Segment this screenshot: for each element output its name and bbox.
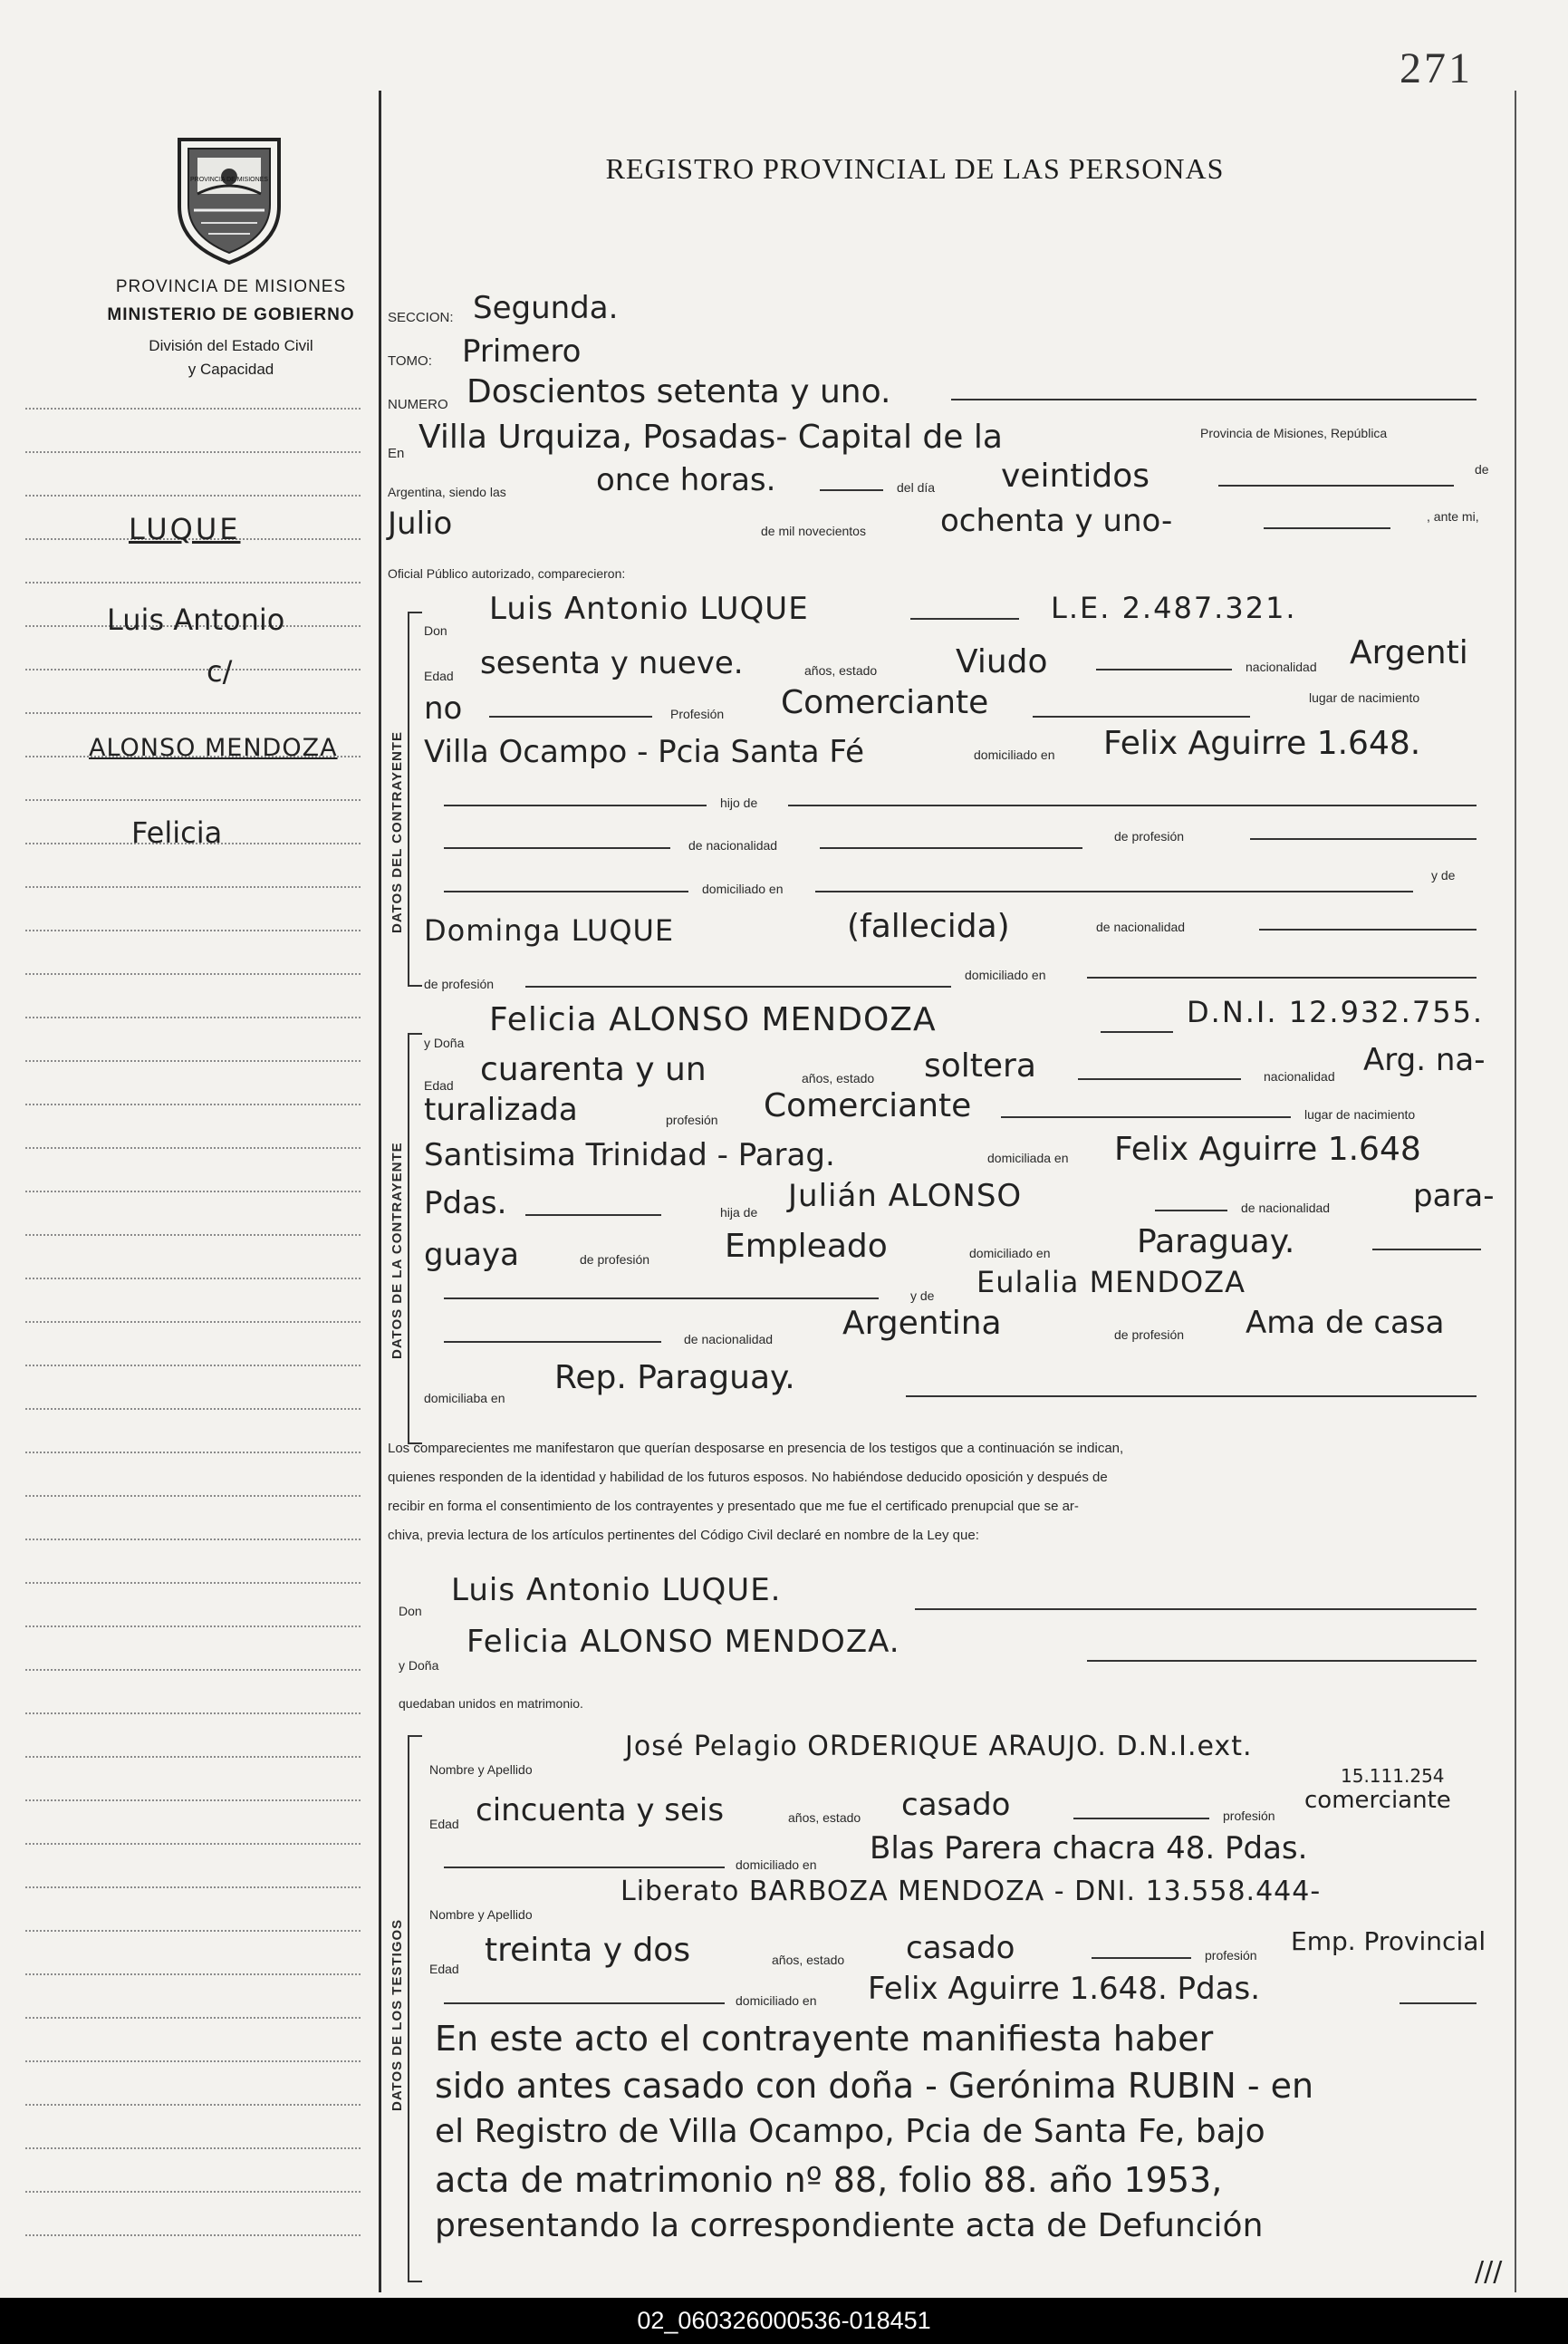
decl-dona-label: y Doña	[399, 1658, 439, 1673]
provincia-text: Provincia de Misiones, República	[1200, 426, 1388, 440]
bride-profession: Comerciante	[764, 1087, 972, 1124]
bride-father-dom-label: domiciliado en	[969, 1246, 1051, 1260]
groom-civil-status: Viudo	[956, 643, 1048, 680]
observation-line-2: sido antes casado con doña - Gerónima RUBIN - en	[435, 2066, 1314, 2106]
bride-civil-status: soltera	[924, 1047, 1036, 1085]
groom-birthplace: Villa Ocampo - Pcia Santa Fé	[424, 734, 865, 770]
year-value: ochenta y uno-	[940, 503, 1173, 539]
witness2-anios-estado: años, estado	[772, 1953, 845, 1967]
witness1-profession: comerciante	[1304, 1787, 1451, 1814]
groom-mother-status: (fallecida)	[847, 908, 1010, 945]
bride-mother-name: Eulalia MENDOZA	[976, 1265, 1246, 1299]
bride-mother-nationality: Argentina	[842, 1305, 1002, 1342]
hija-de-label: hija de	[720, 1205, 758, 1220]
oficial-text: Oficial Público autorizado, comparecieron:	[388, 566, 626, 581]
bride-lugar-nac-label: lugar de nacimiento	[1304, 1107, 1416, 1122]
margin-name-1: Luis Antonio	[107, 603, 285, 637]
en-label: En	[388, 446, 405, 461]
seccion-label: SECCION:	[388, 310, 454, 325]
bride-name: Felicia ALONSO MENDOZA	[489, 1001, 937, 1038]
bride-nationality: Arg. na-	[1363, 1042, 1486, 1078]
del-dia-label: del día	[897, 480, 936, 495]
groom-address: Felix Aguirre 1.648.	[1103, 725, 1421, 762]
observation-line-3: el Registro de Villa Ocampo, Pcia de Santa Fe, bajo	[435, 2113, 1265, 2150]
declaration-line-3: recibir en forma el consentimiento de los contrayentes y presentado que me fue el certificado prenupcial que se ar-	[388, 1499, 1079, 1514]
groom-nacionalidad-label: nacionalidad	[1246, 660, 1317, 674]
scan-id-text: 02_060326000536-018451	[637, 2307, 931, 2334]
tomo-value: Primero	[462, 333, 582, 370]
register-title: REGISTRO PROVINCIAL DE LAS PERSONAS	[605, 152, 1225, 185]
scan-id-bar	[0, 2298, 1568, 2344]
y-de-label: y de	[1431, 868, 1456, 883]
groom-profession: Comerciante	[781, 684, 989, 721]
de-label: de	[1475, 462, 1489, 477]
groom-anios-estado: años, estado	[804, 663, 878, 678]
groom-name: Luis Antonio LUQUE	[489, 591, 809, 627]
hour-value: once horas.	[596, 462, 776, 498]
ante-mi-text: , ante mi,	[1427, 509, 1479, 524]
numero-value: Doscientos setenta y uno.	[467, 373, 891, 410]
decl-bride-name: Felicia ALONSO MENDOZA.	[467, 1624, 900, 1660]
bride-document: D.N.I. 12.932.755.	[1187, 995, 1485, 1029]
bride-mother-prof-label: de profesión	[1114, 1327, 1185, 1342]
bride-father-nationality: para-	[1413, 1178, 1495, 1214]
testigos-section-label: DATOS DE LOS TESTIGOS	[390, 1918, 405, 2111]
bride-father-nac-label: de nacionalidad	[1241, 1201, 1331, 1215]
bride-father-prof-label: de profesión	[580, 1252, 650, 1267]
groom-mother-name: Dominga LUQUE	[424, 913, 675, 948]
bride-y-de-label: y de	[910, 1288, 935, 1303]
day-value: veintidos	[1001, 458, 1150, 495]
office-line-2: MINISTERIO DE GOBIERNO	[107, 305, 355, 324]
bride-father-profession: Empleado	[725, 1228, 888, 1265]
father-nac-label: de nacionalidad	[688, 838, 778, 853]
observation-line-4: acta de matrimonio nº 88, folio 88. año 1953,	[435, 2160, 1223, 2200]
witness2-address: Felix Aguirre 1.648. Pdas.	[868, 1971, 1261, 2007]
bride-nationality-cont: turalizada	[424, 1092, 578, 1128]
witness1-domiciliado-label: domiciliado en	[736, 1857, 817, 1872]
bride-profesion-label: profesión	[666, 1113, 718, 1127]
witness2-profession: Emp. Provincial	[1291, 1926, 1486, 1956]
bride-mother-profession: Ama de casa	[1246, 1305, 1445, 1341]
groom-mother-nac-label: de nacionalidad	[1096, 920, 1186, 934]
witness1-name-label: Nombre y Apellido	[429, 1762, 533, 1777]
dona-label: y Doña	[424, 1036, 465, 1050]
hijo-de-label: hijo de	[720, 796, 758, 810]
groom-age: sesenta y nueve.	[480, 645, 744, 681]
don-label: Don	[424, 623, 447, 638]
seccion-value: Segunda.	[473, 290, 619, 326]
groom-nationality: Argenti	[1350, 634, 1468, 671]
office-line-3: División del Estado Civil	[149, 337, 313, 354]
witness1-name: José Pelagio ORDERIQUE ARAUJO. D.N.I.ext.	[625, 1731, 1253, 1762]
margin-name-2: Felicia	[131, 815, 223, 850]
bride-mother-nac-label: de nacionalidad	[684, 1332, 774, 1346]
bride-age: cuarenta y un	[480, 1051, 707, 1088]
margin-connector: c/	[207, 654, 233, 689]
margin-surname-1: LUQUE	[129, 512, 241, 546]
observation-line-1: En este acto el contrayente manifiesta haber	[435, 2019, 1214, 2059]
father-prof-label: de profesión	[1114, 829, 1185, 844]
decl-don-label: Don	[399, 1604, 422, 1618]
witness2-edad-label: Edad	[429, 1962, 459, 1976]
bride-edad-label: Edad	[424, 1078, 454, 1093]
groom-domiciliado-label: domiciliado en	[974, 748, 1055, 762]
bride-nacionalidad-label: nacionalidad	[1264, 1069, 1335, 1084]
contrayente-section-label: DATOS DEL CONTRAYENTE	[390, 731, 405, 933]
groom-mother-prof-label: de profesión	[424, 977, 495, 991]
bride-address-cont: Pdas.	[424, 1185, 507, 1221]
tomo-label: TOMO:	[388, 353, 432, 369]
groom-nationality-cont: no	[424, 690, 463, 727]
bride-domiciliada-label: domiciliada en	[987, 1151, 1069, 1165]
office-line-1: PROVINCIA DE MISIONES	[115, 277, 347, 296]
bride-father-name: Julián ALONSO	[788, 1178, 1023, 1214]
groom-mother-dom-label: domiciliado en	[965, 968, 1046, 982]
argentina-text: Argentina, siendo las	[388, 485, 506, 499]
witness1-anios-estado: años, estado	[788, 1810, 861, 1825]
groom-document: L.E. 2.487.321.	[1051, 591, 1297, 625]
provincial-seal	[170, 127, 288, 267]
groom-profesion-label: Profesión	[670, 707, 725, 721]
witness2-profesion-label: profesión	[1205, 1948, 1257, 1963]
witness1-address: Blas Parera chacra 48. Pdas.	[870, 1830, 1308, 1867]
office-line-4: y Capacidad	[188, 361, 274, 378]
bride-birthplace: Santisima Trinidad - Parag.	[424, 1137, 835, 1173]
seal-text: PROVINCIA DE MISIONES	[190, 177, 268, 183]
witness2-domiciliado-label: domiciliado en	[736, 1993, 817, 2008]
bride-mother-dom-label: domiciliaba en	[424, 1391, 505, 1405]
witness1-age: cincuenta y seis	[476, 1792, 725, 1828]
bride-anios-estado: años, estado	[802, 1071, 875, 1085]
witness2-civil-status: casado	[906, 1930, 1015, 1966]
contrayente-bracket	[408, 612, 422, 987]
testigos-bracket	[408, 1735, 422, 2282]
witness2-name-label: Nombre y Apellido	[429, 1907, 533, 1922]
decl-closing: quedaban unidos en matrimonio.	[399, 1696, 583, 1711]
father-dom-label: domiciliado en	[702, 882, 784, 896]
decl-groom-name: Luis Antonio LUQUE.	[451, 1572, 782, 1608]
witness1-profesion-label: profesión	[1223, 1809, 1275, 1823]
declaration-line-2: quienes responden de la identidad y habilidad de los futuros esposos. No habiéndose deducido oposición y después de	[388, 1470, 1108, 1485]
observation-line-5: presentando la correspondiente acta de Defunción	[435, 2207, 1264, 2244]
place-value: Villa Urquiza, Posadas- Capital de la	[418, 419, 1003, 456]
de-mil-label: de mil novecientos	[761, 524, 866, 538]
margin-divider	[379, 91, 381, 2292]
contrayenta-bracket	[408, 1033, 422, 1444]
bride-mother-address: Rep. Paraguay.	[554, 1359, 795, 1396]
witness2-name: Liberato BARBOZA MENDOZA - DNI. 13.558.444-	[620, 1876, 1322, 1907]
declaration-line-4: chiva, previa lectura de los artículos pertinentes del Código Civil declaré en nombre de la Ley que:	[388, 1528, 979, 1543]
page-right-edge	[1515, 91, 1516, 2292]
bride-father-address: Paraguay.	[1137, 1223, 1295, 1260]
margin-surname-2: ALONSO MENDOZA	[89, 734, 338, 762]
page-number: 271	[1400, 44, 1473, 92]
month-value: Julio	[388, 506, 453, 542]
numero-label: NUMERO	[388, 397, 448, 412]
witness1-edad-label: Edad	[429, 1817, 459, 1831]
bride-father-nationality-cont: guaya	[424, 1237, 519, 1273]
groom-edad-label: Edad	[424, 669, 454, 683]
groom-lugar-nac-label: lugar de nacimiento	[1309, 690, 1420, 705]
witness1-document: 15.111.254	[1341, 1765, 1445, 1787]
bride-address: Felix Aguirre 1.648	[1114, 1131, 1421, 1168]
declaration-line-1: Los comparecientes me manifestaron que querían desposarse en presencia de los testigos que a continuación se indican,	[388, 1441, 1124, 1456]
end-mark: ///	[1475, 2256, 1503, 2288]
witness2-age: treinta y dos	[485, 1932, 691, 1969]
witness1-civil-status: casado	[901, 1787, 1011, 1823]
contrayenta-section-label: DATOS DE LA CONTRAYENTE	[390, 1142, 405, 1359]
